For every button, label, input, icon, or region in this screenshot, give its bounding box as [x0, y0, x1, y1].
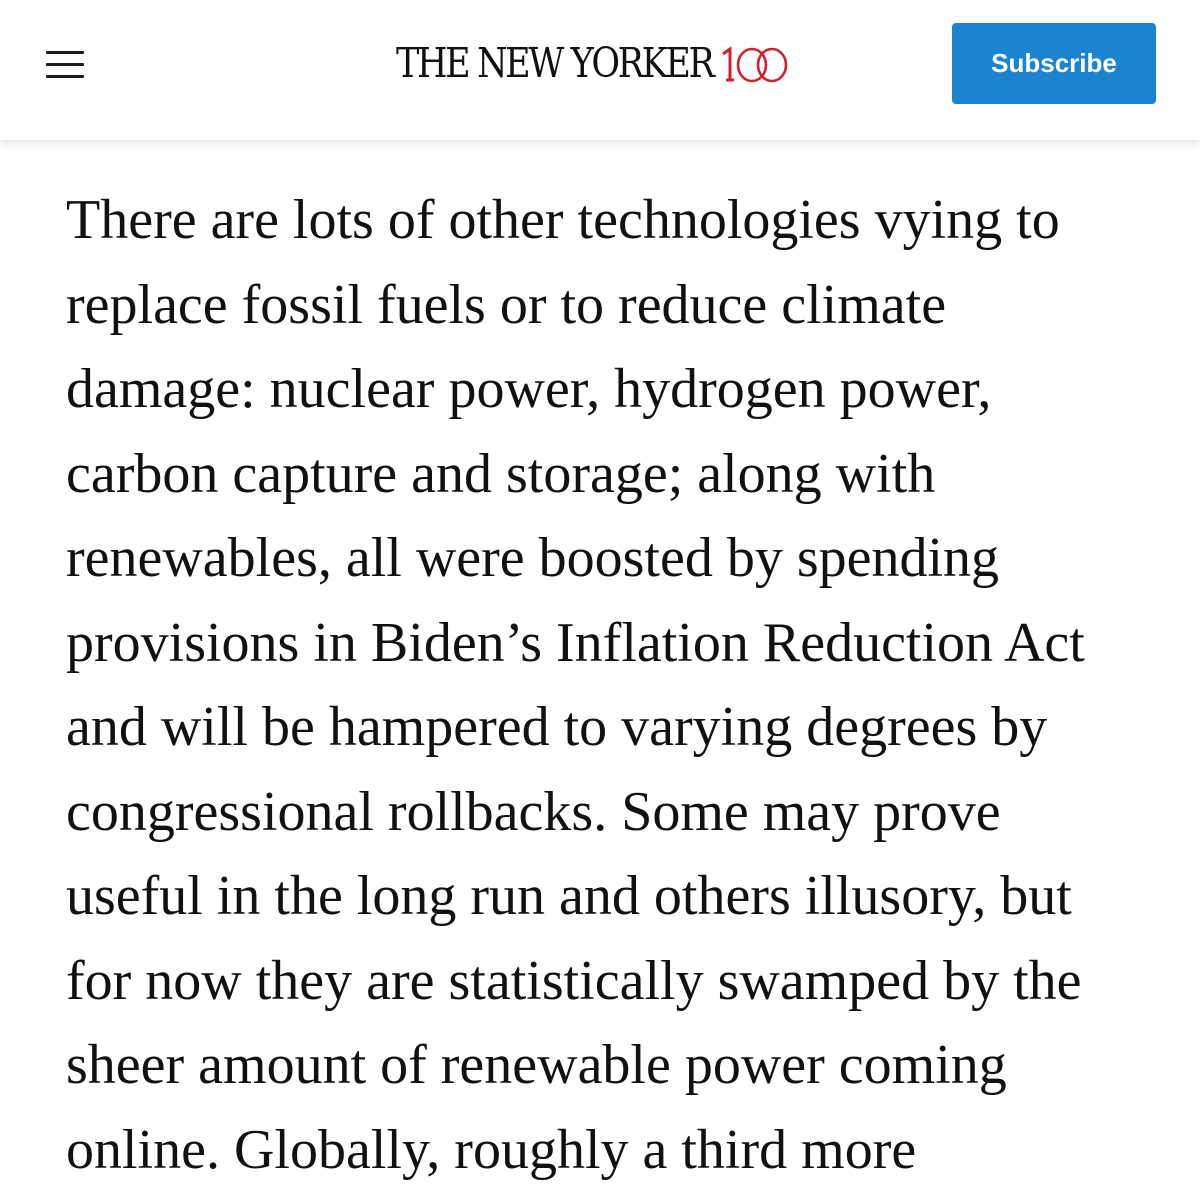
paragraph-line: There are lots of other technologies vying to — [66, 178, 1166, 263]
paragraph-line: for now they are statistically swamped by the — [66, 939, 1166, 1024]
logo-wordmark: THE NEW YORKER — [396, 40, 712, 87]
hamburger-menu-icon[interactable] — [44, 42, 88, 86]
site-header — [0, 0, 1200, 141]
paragraph-line: damage: nuclear power, hydrogen power, — [66, 347, 1166, 432]
paragraph-line: congressional rollbacks. Some may prove — [66, 770, 1166, 855]
paragraph-line: online. Globally, roughly a third more — [66, 1108, 1166, 1192]
anniversary-100-logo — [720, 42, 790, 86]
article-paragraph — [66, 178, 1166, 1192]
paragraph-line: useful in the long run and others illusory, but — [66, 854, 1166, 939]
subscribe-button[interactable]: Subscribe — [952, 23, 1156, 104]
article-body — [66, 178, 1166, 1192]
site-logo[interactable] — [396, 38, 790, 90]
menu-bar — [46, 63, 84, 66]
paragraph-line: sheer amount of renewable power coming — [66, 1023, 1166, 1108]
paragraph-line: provisions in Biden’s Inflation Reduction Act — [66, 601, 1166, 686]
paragraph-line: replace fossil fuels or to reduce climate — [66, 263, 1166, 348]
paragraph-line: carbon capture and storage; along with — [66, 432, 1166, 517]
paragraph-line: and will be hampered to varying degrees by — [66, 685, 1166, 770]
menu-bar — [46, 75, 84, 78]
paragraph-line: renewables, all were boosted by spending — [66, 516, 1166, 601]
menu-bar — [46, 51, 84, 54]
